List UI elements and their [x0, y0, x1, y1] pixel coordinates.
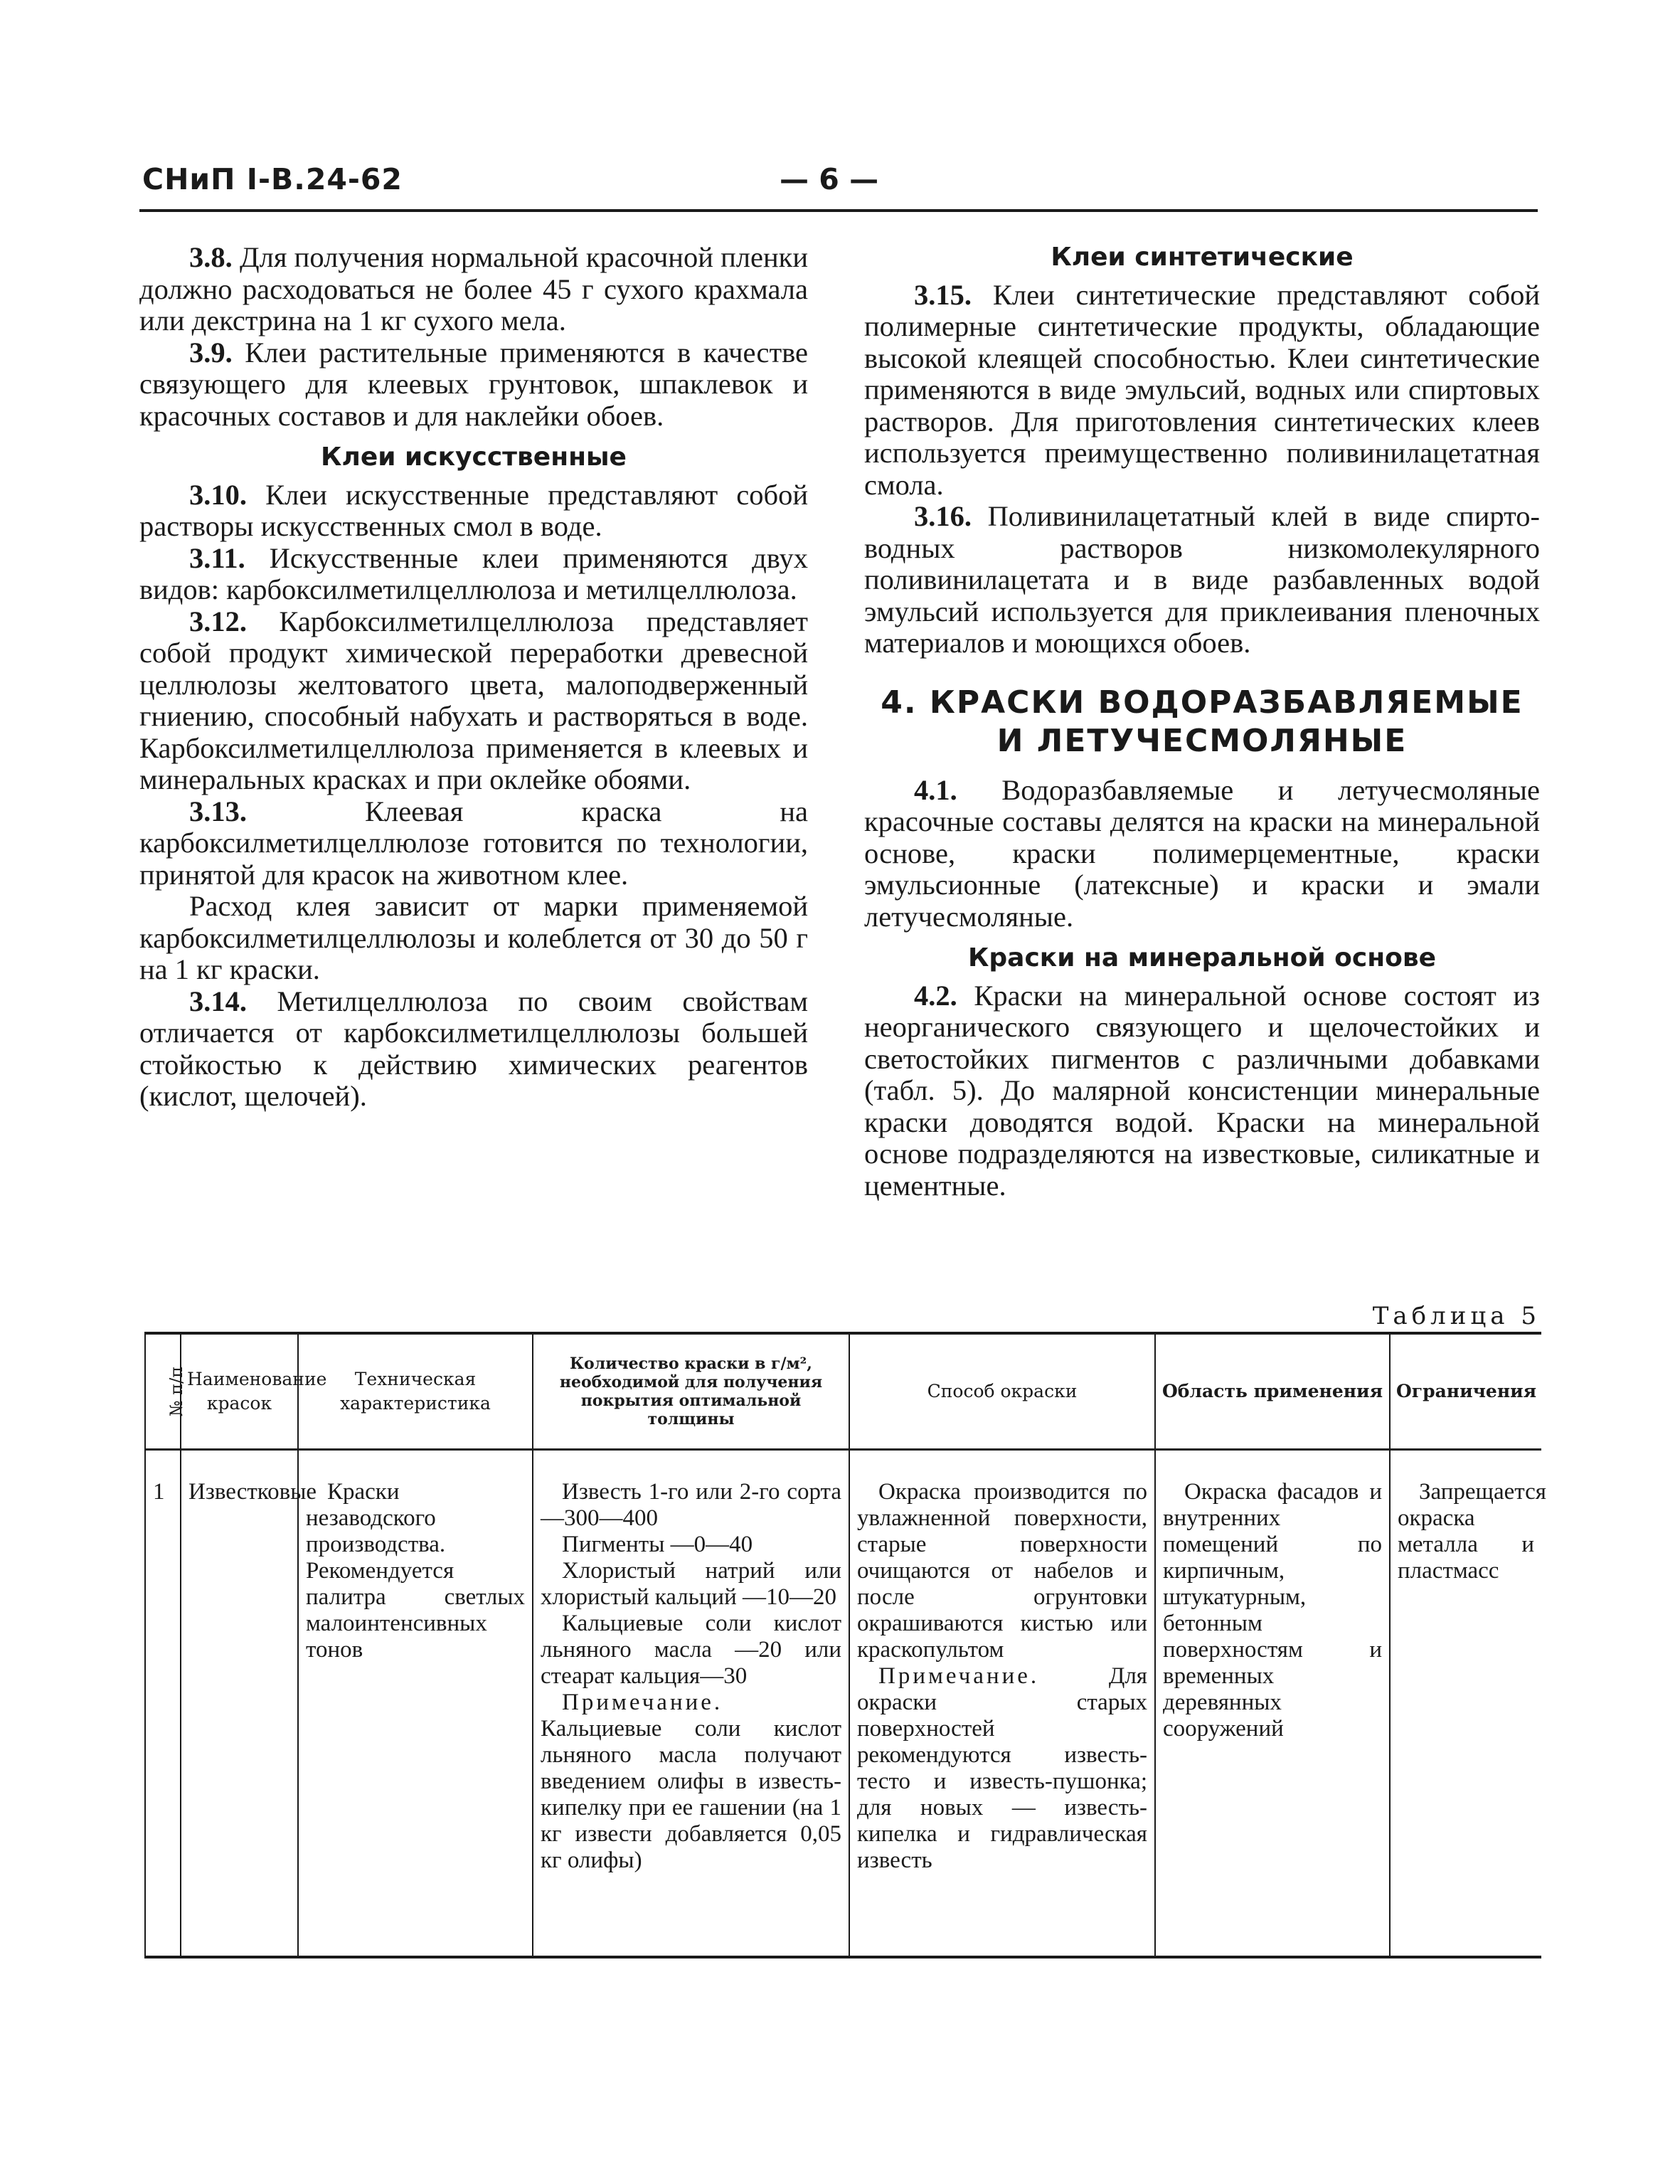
cell-tech [298, 1450, 533, 1958]
cell-text: Известь 1-го или 2-го сорта —300—400 [541, 1479, 841, 1531]
note-text: Для окраски старых поверхностей рекомендуются известь-тесто и известь-пушонка; для новых — известь-кипелка и гидравлическая известь [857, 1663, 1147, 1873]
cell-num: 1 [145, 1450, 181, 1958]
paragraph-text: Краски на минеральной основе состоят из неорганического связующего и щелочестойких и светостойких пигментов с различными добавками (табл. 5). До малярной консистенции минеральные краски доводятся водой. Краски на минеральной основе подразделяются на известковые, силикатные и цементные. [864, 979, 1540, 1202]
clause-number: 3.14. [189, 985, 247, 1017]
header-num-text: № п/п [166, 1366, 187, 1417]
paragraph-text: Клеи синтетические представляют собой полимерные синтетические продукты, обладающие высокой клеящей способностью. Клеи синтетические применяются в виде эмульсий, водных или спиртовых растворов. Для приготовления синтетических клеев используется преимущественно поливинилацетатная смола. [864, 278, 1540, 501]
clause-number: 3.11. [189, 541, 245, 574]
clause-number: 4.2. [914, 979, 957, 1012]
note-text: Кальциевые соли кислот льняного масла получают введением олифы в известь-кипелку при ее гашении (на 1 кг извести добавляется 0,05 кг олифы) [541, 1716, 841, 1873]
cell-text: Кальциевые соли кислот льняного масла —20 или стеарат кальция—30 [541, 1611, 841, 1689]
right-column [864, 242, 1540, 1202]
table-header-row [145, 1333, 1541, 1450]
page-header [139, 162, 1538, 212]
subheading-mineral-paints: Краски на минеральной основе [967, 943, 1437, 972]
note-label: Примечание. [562, 1690, 723, 1715]
paragraph-text: Водоразбавляемые и летучесмоляные красочные составы делятся на краски на минеральной основе, краски полимерцементные, краски эмульсионные (латексные) и краски и эмали летучесмоляные. [864, 773, 1540, 933]
paragraph-text: Метилцеллюлоза по своим свойствам отличается от карбоксилметилцеллюлозы большей стойкостью к действию химических реагентов (кислот, щелочей). [139, 985, 809, 1112]
section-title-line: 4. КРАСКИ ВОДОРАЗБАВЛЯЕМЫЕ [881, 684, 1524, 721]
clause-number: 3.13. [189, 795, 247, 827]
header-name: Наименование красок [181, 1333, 298, 1450]
section-title-line: И ЛЕТУЧЕСМОЛЯНЫЕ [996, 722, 1408, 759]
paragraph-3-12 [139, 606, 808, 796]
table-5 [144, 1332, 1546, 1958]
paragraph-text: Клеевая краска на карбоксилметилцеллюлозе готовится по технологии, принятой для красок на животном клее. [139, 795, 809, 891]
paragraph-text: Для получения нормальной красочной пленки должно расходоваться не более 45 г сухого крахмала или декстрина на 1 кг сухого мела. [139, 241, 808, 336]
paragraph-3-13 [139, 796, 808, 891]
paragraph-text: Клеи растительные применяются в качестве связующего для клеевых грунтовок, шпаклевок и красочных составов и для наклейки обоев. [139, 336, 809, 432]
paragraph-3-9 [139, 337, 808, 433]
note-label: Примечание. [878, 1663, 1040, 1689]
header-qty: Количество краски в г/м², необходимой для получения покрытия оптимальной толщины [533, 1333, 849, 1450]
table-row [145, 1450, 1541, 1958]
cell-name: Известковые [181, 1450, 298, 1958]
cell-note [857, 1663, 1147, 1874]
header-method: Способ окраски [849, 1333, 1155, 1450]
left-column [139, 242, 808, 1113]
cell-note [541, 1690, 841, 1874]
paragraph-4-2 [864, 980, 1540, 1202]
table-caption: Таблица 5 [1372, 1302, 1541, 1330]
cell-qty [533, 1450, 849, 1958]
paragraph-text: Искусственные клеи применяются двух видов: карбоксилметилцеллюлоза и метилцеллюлоза. [139, 541, 809, 605]
clause-number: 3.15. [914, 278, 972, 311]
paragraph-text: Поливинилацетатный клей в виде спирто-водных растворов низкомолекулярного поливинилацетата и в виде разбавленных водой эмульсий используется для приклеивания пленочных материалов и моющихся обоев. [864, 500, 1540, 659]
paragraph-3-16 [864, 501, 1540, 659]
header-area: Область применения [1155, 1333, 1390, 1450]
subheading-artificial-glues: Клеи искусственные [321, 442, 627, 472]
page-number: — 6 — [780, 162, 879, 196]
clause-number: 4.1. [914, 773, 957, 806]
clause-number: 3.10. [189, 478, 247, 511]
clause-number: 3.9. [189, 336, 233, 369]
cell-text: Пигменты —0—40 [562, 1532, 753, 1557]
clause-number: 3.8. [189, 241, 233, 273]
paragraph-3-14 [139, 986, 808, 1113]
paragraph-3-8 [139, 242, 808, 337]
cell-text: Окраска производится по увлажненной поверхности, старые поверхности очищаются от набелов и после огрунтовки окрашиваются кистью или краскопультом [857, 1479, 1147, 1663]
header-num [145, 1333, 187, 1450]
cell-text: Запрещается окраска металла и пластмасс [1398, 1479, 1546, 1584]
cell-limits [1390, 1450, 1546, 1958]
cell-text: Хлористый натрий или хлористый кальций —10—20 [541, 1558, 841, 1610]
paragraph-4-1 [864, 775, 1540, 933]
paragraph-3-13-continued: Расход клея зависит от марки применяемой карбоксилметилцеллюлозы и колеблется от 30 до 50 г на 1 кг краски. [139, 890, 808, 985]
paragraph-text: Карбоксилметилцеллюлоза представляет собой продукт химической переработки древесной целлюлозы желтоватого цвета, малоподверженный гниению, способный набухать и растворяться в воде. Карбоксилметилцеллюлоза применяется в клеевых и минеральных красках и при оклейке обоями. [139, 605, 808, 795]
paragraph-3-10 [139, 479, 808, 543]
cell-text: Окраска фасадов и внутренних помещений по кирпичным, штукатурным, бетонным поверхностям и временных деревянных сооружений [1163, 1479, 1382, 1742]
paragraph-3-11 [139, 543, 808, 606]
paragraph-3-15 [864, 280, 1540, 502]
clause-number: 3.16. [914, 500, 972, 532]
cell-area [1155, 1450, 1390, 1958]
subheading-synthetic-glues: Клеи синтетические [1051, 243, 1354, 272]
cell-text: Краски незаводского производства. Рекомендуется палитра светлых малоинтенсивных тонов [306, 1479, 525, 1663]
header-tech: Техническая характеристика [298, 1333, 533, 1450]
paragraph-text: Клеи искусственные представляют собой растворы искусственных смол в воде. [139, 478, 808, 542]
document-code: СНиП I-В.24-62 [142, 162, 403, 196]
cell-method [849, 1450, 1155, 1958]
header-limits: Ограничения [1390, 1333, 1541, 1450]
clause-number: 3.12. [189, 605, 247, 637]
section-4-title [864, 684, 1540, 760]
